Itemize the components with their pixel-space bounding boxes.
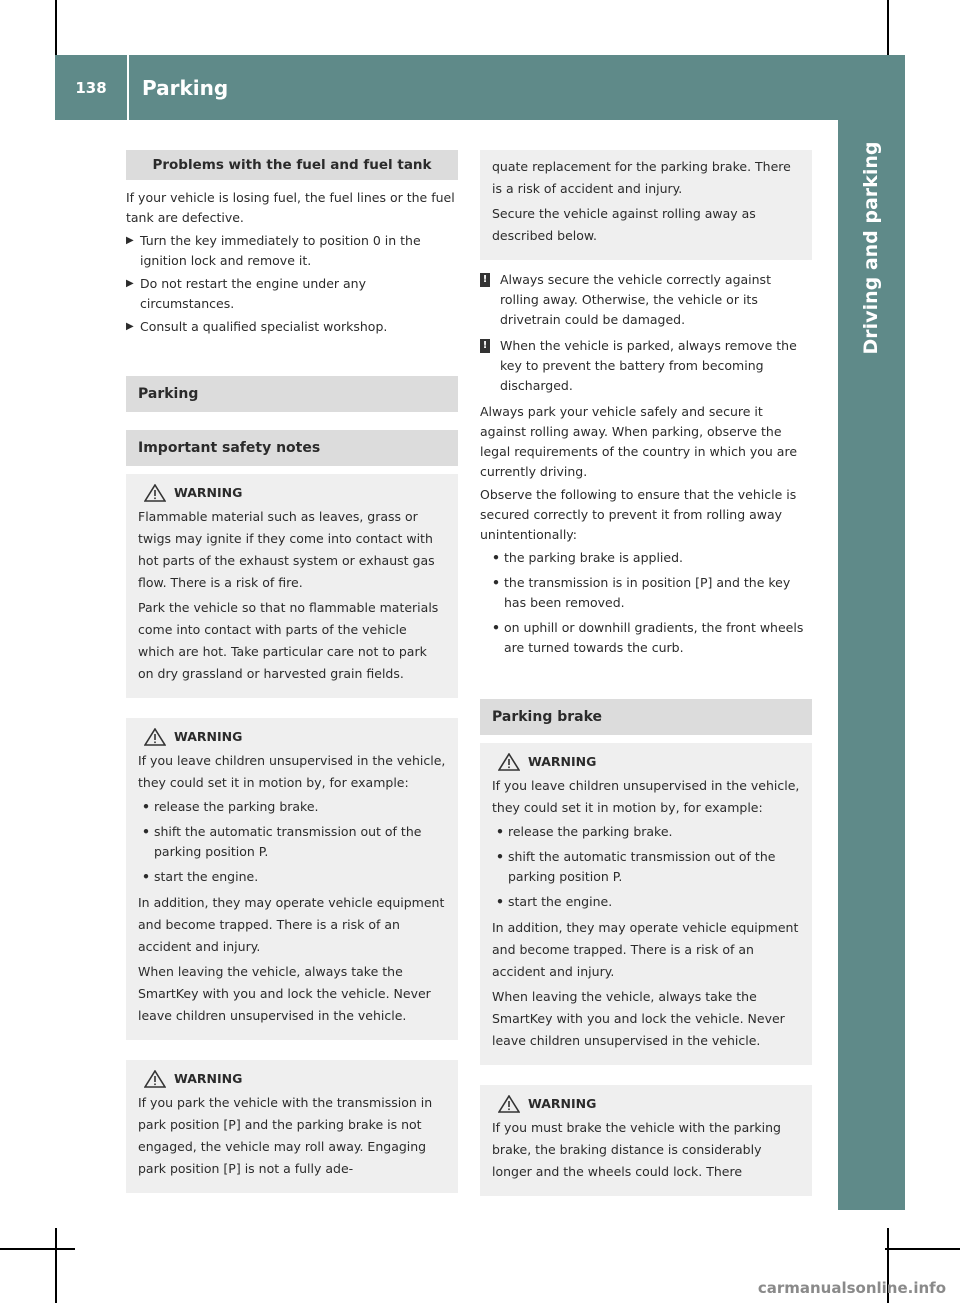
warning-text: quate replacement for the parking brake. There is a risk of accident and injury. (492, 159, 791, 196)
warning-text: In addition, they may operate vehicle equipment and become trapped. There is a risk of an accident and injury. (492, 920, 799, 979)
triangle-right-icon: ▶ (126, 278, 134, 289)
triangle-right-icon: ▶ (126, 321, 134, 332)
list-item: • the transmission is in position [P] and the key has been removed. (492, 575, 791, 610)
instruction-step: ▶ Do not restart the engine under any circumstances. (126, 274, 458, 314)
warning-text: In addition, they may operate vehicle equipment and become trapped. There is a risk of an accident and injury. (138, 895, 445, 954)
list-item: • on uphill or downhill gradients, the front wheels are turned towards the curb. (492, 620, 804, 655)
warning-text: Park the vehicle so that no flammable materials come into contact with parts of the vehicle which are hot. Take particular care not to park on dry grassland or harvested grain fields. (138, 600, 439, 681)
list-item: • start the engine. (142, 869, 259, 884)
warning-triangle-icon (144, 484, 166, 502)
list-item: • shift the automatic transmission out of the parking position P. (496, 849, 776, 884)
body-paragraph: Always park your vehicle safely and secure it against rolling away. When parking, observe the legal requirements of the country in which you are currently driving. (480, 404, 798, 479)
note-item: ! Always secure the vehicle correctly against rolling away. Otherwise, the vehicle or its drivetrain could be damaged. (480, 270, 812, 330)
warning-text: If you must brake the vehicle with the parking brake, the braking distance is considerably longer and the wheels could lock. There (492, 1120, 781, 1179)
warning-label: WARNING (528, 1096, 597, 1111)
warning-box-braking (480, 1085, 812, 1196)
right-column (480, 150, 812, 1196)
warning-box-children (126, 718, 458, 1040)
warning-box-children-2 (480, 743, 812, 1065)
warning-text: When leaving the vehicle, always take the SmartKey with you and lock the vehicle. Never leave children unsupervised in the vehicle. (492, 989, 785, 1048)
warning-box-continued (480, 150, 812, 260)
page-number: 138 (75, 78, 107, 97)
warning-text: If you leave children unsupervised in the vehicle, they could set it in motion by, for example: (492, 778, 800, 815)
warning-label: WARNING (174, 1071, 243, 1086)
warning-triangle-icon (498, 753, 520, 771)
left-column (126, 150, 458, 1193)
exclamation-icon: ! (480, 339, 490, 353)
subheading-safety-notes: Important safety notes (126, 430, 458, 466)
crop-mark-bl-h (0, 1248, 75, 1250)
list-item: • the parking brake is applied. (492, 550, 683, 565)
page-title: Parking (142, 75, 229, 100)
warning-text: When leaving the vehicle, always take the SmartKey with you and lock the vehicle. Never leave children unsupervised in the vehicle. (138, 964, 431, 1023)
body-paragraph: Observe the following to ensure that the vehicle is secured correctly to prevent it from rolling away unintentionally: (480, 487, 797, 542)
exclamation-icon: ! (480, 273, 490, 287)
warning-label: WARNING (528, 754, 597, 769)
crop-mark-tr-v (887, 0, 889, 55)
warning-triangle-icon (144, 728, 166, 746)
warning-label: WARNING (174, 485, 243, 500)
triangle-right-icon: ▶ (126, 235, 134, 246)
header-divider (127, 55, 129, 120)
warning-text: If you park the vehicle with the transmission in park position [P] and the parking brake is not engaged, the vehicle may roll away. Engaging park position [P] is not a fully ade- (138, 1095, 433, 1176)
crop-mark-tl-v (55, 0, 57, 55)
instruction-step: ▶ Consult a qualified specialist workshop. (126, 317, 458, 337)
section-heading-parking: Parking (126, 376, 458, 412)
fuel-intro: If your vehicle is losing fuel, the fuel lines or the fuel tank are defective. (126, 190, 455, 225)
list-item: • release the parking brake. (496, 824, 673, 839)
warning-text: Secure the vehicle against rolling away as described below. (492, 206, 756, 243)
watermark: carmanualsonline.info (757, 1279, 946, 1297)
section-heading-parking-brake: Parking brake (480, 699, 812, 735)
warning-text: If you leave children unsupervised in the vehicle, they could set it in motion by, for example: (138, 753, 446, 790)
chapter-tab-label: Driving and parking (860, 141, 882, 355)
warning-triangle-icon (144, 1070, 166, 1088)
note-item: ! When the vehicle is parked, always remove the key to prevent the battery from becoming discharged. (480, 336, 812, 396)
warning-box-rolling (126, 1060, 458, 1193)
list-item: • start the engine. (496, 894, 613, 909)
warning-triangle-icon (498, 1095, 520, 1113)
crop-mark-br-h (885, 1248, 960, 1250)
instruction-step: ▶ Turn the key immediately to position 0 in the ignition lock and remove it. (126, 231, 458, 271)
warning-label: WARNING (174, 729, 243, 744)
crop-mark-bl-v (55, 1228, 57, 1303)
warning-box-fire (126, 474, 458, 698)
section-heading-fuel: Problems with the fuel and fuel tank (126, 150, 458, 180)
list-item: • shift the automatic transmission out of the parking position P. (142, 824, 422, 859)
list-item: • release the parking brake. (142, 799, 319, 814)
warning-text: Flammable material such as leaves, grass or twigs may ignite if they come into contact with hot parts of the exhaust system or exhaust gas flow. There is a risk of fire. (138, 509, 435, 590)
